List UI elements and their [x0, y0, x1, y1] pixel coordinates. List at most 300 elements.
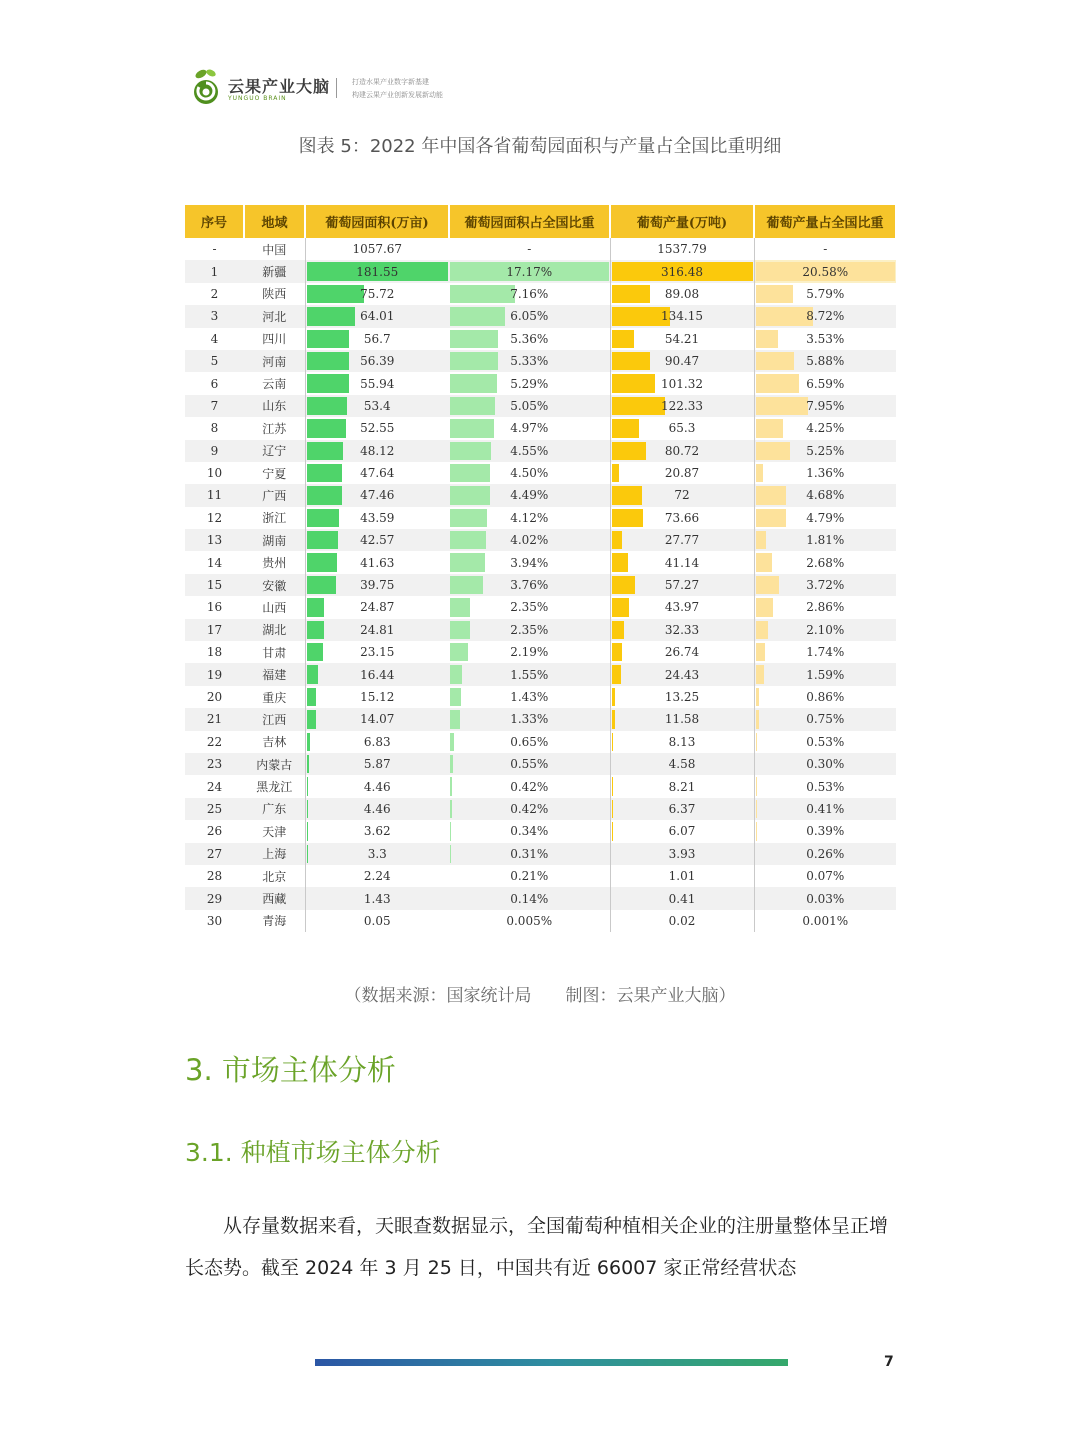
cell-value: 1.59% [806, 667, 845, 682]
cell-value: 西藏 [262, 892, 287, 907]
table-cell [610, 731, 754, 753]
page-number: 7 [884, 1354, 894, 1370]
cell-value: 7.95% [806, 398, 845, 413]
table-cell [244, 283, 305, 305]
data-bar [756, 710, 759, 728]
table-cell [244, 731, 305, 753]
cell-value: 4.55% [510, 443, 549, 458]
cell-value: 宁夏 [262, 466, 287, 481]
cell-value: 0.41 [668, 891, 696, 906]
data-bar [612, 733, 614, 751]
table-cell [185, 574, 244, 596]
table-cell [610, 663, 754, 685]
data-bar [307, 621, 325, 639]
data-bar [756, 665, 765, 683]
table-cell [754, 372, 896, 394]
table-cell [185, 798, 244, 820]
data-bar [756, 285, 794, 303]
table-cell [185, 663, 244, 685]
table-cell [305, 283, 449, 305]
table-cell [449, 596, 610, 618]
table-cell [244, 775, 305, 797]
table-cell [185, 865, 244, 887]
header-divider [336, 78, 337, 98]
cell-value: 0.26% [806, 846, 845, 861]
table-cell [305, 328, 449, 350]
table-cell [754, 440, 896, 462]
data-bar [307, 442, 343, 460]
table-cell [305, 753, 449, 775]
table-cell [244, 417, 305, 439]
data-bar [612, 710, 615, 728]
cell-value: 青海 [262, 914, 287, 929]
table-cell [610, 843, 754, 865]
table-cell [305, 260, 449, 282]
table-cell [244, 843, 305, 865]
table-cell [610, 484, 754, 506]
table-cell [449, 484, 610, 506]
cell-value: 41.63 [360, 555, 395, 570]
cell-value: 广西 [262, 488, 287, 503]
cell-value: 1.01 [668, 869, 696, 884]
cell-value: 0.001% [802, 913, 849, 928]
cell-value: 41.14 [664, 555, 700, 570]
cell-value: 中国 [262, 242, 287, 257]
table-cell [754, 462, 896, 484]
data-bar [307, 509, 339, 527]
table-cell [754, 865, 896, 887]
table-cell [244, 641, 305, 663]
data-bar [612, 598, 630, 616]
table-cell [305, 372, 449, 394]
cell-value: 内蒙古 [256, 757, 293, 772]
data-bar [756, 419, 783, 437]
table-cell [610, 775, 754, 797]
data-bar [756, 800, 757, 818]
data-bar [450, 643, 468, 661]
cell-value: 5.25% [806, 443, 845, 458]
cell-value: 27.77 [664, 533, 700, 548]
cell-value: 7 [210, 398, 219, 413]
data-bar [450, 576, 483, 594]
table-cell [185, 843, 244, 865]
table-cell [610, 395, 754, 417]
cell-value: 重庆 [262, 690, 287, 705]
cell-value: 河北 [262, 309, 287, 324]
data-bar [307, 845, 308, 863]
brand-name: 云果产业大脑 [228, 77, 331, 96]
cell-value: 1537.79 [657, 242, 707, 257]
cell-value: 0.42% [510, 779, 549, 794]
table-cell [449, 238, 610, 260]
table-row [185, 574, 896, 596]
data-bar [612, 576, 636, 594]
table-row [185, 305, 896, 327]
cell-value: 23 [206, 757, 223, 772]
table-cell [185, 417, 244, 439]
cell-value: 6.07 [668, 824, 696, 839]
table-cell [244, 440, 305, 462]
cell-value: 20.87 [664, 466, 700, 481]
data-bar [307, 643, 323, 661]
table-cell [244, 238, 305, 260]
table-row [185, 865, 896, 887]
table-cell [610, 753, 754, 775]
data-bar [450, 777, 452, 795]
cell-value: 13.25 [664, 690, 700, 704]
table-cell [449, 372, 610, 394]
table-cell [185, 350, 244, 372]
table-cell [610, 596, 754, 618]
cell-value: 1.33% [510, 712, 549, 727]
cell-value: 0.42% [510, 801, 549, 816]
cell-value: 辽宁 [262, 444, 287, 459]
table-cell [244, 372, 305, 394]
cell-value: 3.93 [668, 846, 696, 861]
data-bar [756, 397, 809, 415]
source-note: （数据来源：国家统计局 制图：云果产业大脑） [344, 986, 736, 1006]
cell-value: 3.53% [806, 331, 845, 346]
table-cell [305, 305, 449, 327]
table-cell [610, 350, 754, 372]
table-cell [305, 507, 449, 529]
data-bar [307, 665, 318, 683]
cell-value: 9 [210, 443, 219, 458]
cell-value: 0.65% [510, 734, 549, 749]
cell-value: 4.46 [363, 779, 391, 794]
table-cell [185, 708, 244, 730]
table-cell [244, 551, 305, 573]
cell-value: 4 [210, 331, 219, 346]
data-bar [450, 330, 498, 348]
data-bar [612, 531, 623, 549]
table-cell [610, 798, 754, 820]
table-row [185, 731, 896, 753]
table-cell [754, 775, 896, 797]
cell-value: 19 [206, 667, 223, 682]
table-cell [449, 440, 610, 462]
cell-value: 8 [210, 421, 219, 436]
table-cell [185, 731, 244, 753]
table-cell [610, 641, 754, 663]
cell-value: 16.44 [360, 667, 395, 682]
table-cell [244, 753, 305, 775]
table-cell [449, 507, 610, 529]
cell-value: 24.81 [360, 622, 395, 637]
cell-value: 28 [206, 869, 223, 884]
cell-value: 0.55% [510, 757, 549, 772]
cell-value: 43.97 [664, 600, 700, 615]
data-bar [450, 442, 491, 460]
table-cell [244, 260, 305, 282]
cell-value: 20.58% [802, 264, 849, 279]
table-cell [244, 462, 305, 484]
table-cell [244, 305, 305, 327]
table-cell [185, 440, 244, 462]
cell-value: 10 [206, 466, 223, 481]
data-bar [450, 800, 452, 818]
cell-value: 101.32 [661, 376, 703, 391]
table-cell [754, 887, 896, 909]
data-bar [612, 419, 640, 437]
cell-value: 2.19% [510, 645, 549, 660]
data-bar [450, 822, 451, 840]
data-bar [450, 374, 497, 392]
table-cell [305, 731, 449, 753]
data-bar [756, 576, 780, 594]
table-cell [610, 238, 754, 260]
table-cell [185, 305, 244, 327]
cell-value: 3.94% [510, 555, 549, 570]
table-cell [244, 574, 305, 596]
table-row [185, 529, 896, 551]
table-cell [185, 395, 244, 417]
cell-value: 5.33% [510, 354, 549, 369]
cell-value: 17 [206, 622, 223, 637]
cell-value: 54.21 [664, 331, 700, 346]
cell-value: 22 [206, 734, 223, 749]
table-cell [185, 686, 244, 708]
cell-value: 47.64 [360, 466, 395, 481]
data-bar [450, 509, 487, 527]
table-row [185, 484, 896, 506]
column-header: 地域 [244, 205, 305, 238]
data-bar [450, 285, 515, 303]
cell-value: 18 [206, 645, 223, 660]
slogan-line-1: 打造水果产业数字新基建 [352, 78, 429, 86]
cell-value: 7.16% [510, 286, 549, 301]
data-bar [756, 374, 799, 392]
table-row [185, 798, 896, 820]
table-cell [305, 887, 449, 909]
cell-value: 43.59 [360, 510, 395, 525]
cell-value: 0.41% [806, 801, 845, 816]
cell-value: 4.46 [363, 801, 391, 816]
cell-value: 2.68% [806, 555, 845, 570]
table-cell [244, 820, 305, 842]
cell-value: 江苏 [262, 421, 287, 436]
cell-value: 0.005% [506, 913, 553, 928]
table-cell [185, 529, 244, 551]
cell-value: 福建 [262, 668, 287, 683]
cell-value: 6.59% [806, 376, 845, 391]
table-cell [610, 887, 754, 909]
cell-value: 1.43 [363, 891, 391, 906]
cell-value: 17.17% [506, 264, 553, 279]
table-cell [185, 238, 244, 260]
table-row [185, 462, 896, 484]
cell-value: 5.79% [806, 286, 845, 301]
table-cell [449, 708, 610, 730]
table-cell [610, 708, 754, 730]
cell-value: 吉林 [262, 735, 287, 750]
cell-value: 181.55 [356, 264, 399, 279]
cell-value: 4.49% [510, 488, 549, 503]
cell-value: 5.05% [510, 398, 549, 413]
table-cell [754, 328, 896, 350]
table-cell [305, 641, 449, 663]
table-cell [610, 529, 754, 551]
cell-value: 3 [210, 309, 219, 324]
data-bar [756, 733, 758, 751]
cell-value: 24 [206, 779, 223, 794]
table-cell [305, 462, 449, 484]
table-header [185, 205, 896, 238]
cell-value: 4.12% [510, 510, 549, 525]
data-bar [307, 419, 347, 437]
cell-value: 0.75% [806, 712, 845, 727]
cell-value: 山西 [262, 600, 287, 615]
cell-value: 89.08 [664, 286, 700, 301]
cell-value: 5.87 [363, 757, 391, 772]
cell-value: 0.53% [806, 779, 845, 794]
table-cell [305, 798, 449, 820]
cell-value: 3.3 [367, 846, 387, 861]
page-header [190, 64, 490, 108]
cell-value: 4.58 [668, 757, 696, 772]
subsection-heading: 3.1. 种植市场主体分析 [185, 1138, 441, 1167]
cell-value: 4.97% [510, 421, 549, 436]
data-bar [756, 553, 772, 571]
table-cell [449, 305, 610, 327]
cell-value: 26.74 [664, 645, 700, 660]
data-bar [307, 397, 347, 415]
data-bar [307, 285, 365, 303]
table-cell [305, 417, 449, 439]
table-cell [449, 395, 610, 417]
figure-title: 图表 5：2022 年中国各省葡萄园面积与产量占全国比重明细 [298, 136, 782, 157]
data-bar [756, 442, 790, 460]
table-row [185, 775, 896, 797]
table-cell [185, 619, 244, 641]
table-cell [449, 753, 610, 775]
data-bar [612, 285, 650, 303]
table-row [185, 372, 896, 394]
table-cell [449, 731, 610, 753]
cell-value: 四川 [262, 332, 287, 347]
data-bar [450, 688, 461, 706]
cell-value: 64.01 [360, 309, 395, 324]
cell-value: 北京 [262, 869, 287, 884]
table-cell [305, 663, 449, 685]
cell-value: 20 [206, 690, 223, 704]
cell-value: 11 [206, 488, 223, 503]
data-bar [450, 845, 451, 863]
table-cell [244, 865, 305, 887]
cell-value: 13 [206, 533, 223, 548]
data-bar [612, 374, 656, 392]
table-cell [185, 753, 244, 775]
table-row [185, 551, 896, 573]
cell-value: 90.47 [664, 354, 700, 369]
table-cell [244, 507, 305, 529]
cell-value: 134.15 [661, 309, 703, 324]
table-row [185, 663, 896, 685]
table-row [185, 440, 896, 462]
cell-value: 56.7 [363, 331, 391, 346]
data-bar [450, 307, 505, 325]
cell-value: 21 [206, 712, 223, 727]
cell-value: 1.36% [806, 466, 845, 481]
cell-value: 3.76% [510, 578, 549, 593]
cell-value: 2.35% [510, 600, 549, 615]
data-bar [450, 464, 490, 482]
table-cell [754, 551, 896, 573]
table-cell [610, 686, 754, 708]
table-cell [449, 775, 610, 797]
data-bar [756, 531, 766, 549]
cell-value: 122.33 [661, 398, 703, 413]
cell-value: 4.25% [806, 421, 845, 436]
table-cell [610, 551, 754, 573]
data-bar [450, 598, 470, 616]
cell-value: 316.48 [661, 264, 703, 279]
data-bar [756, 621, 768, 639]
cell-value: 0.21% [510, 869, 549, 884]
table-cell [754, 708, 896, 730]
table-row [185, 260, 896, 282]
column-header: 葡萄园面积(万亩) [305, 205, 449, 238]
cell-value: 江西 [262, 712, 287, 727]
section-heading: 3. 市场主体分析 [185, 1053, 396, 1087]
table-cell [305, 529, 449, 551]
table-cell [754, 484, 896, 506]
table-cell [754, 395, 896, 417]
data-bar [307, 576, 336, 594]
cell-value: 1.74% [806, 645, 845, 660]
cell-value: 广东 [262, 802, 287, 817]
table-cell [610, 372, 754, 394]
table-cell [754, 641, 896, 663]
data-bar [756, 822, 757, 840]
data-bar [307, 352, 350, 370]
table-cell [305, 350, 449, 372]
table-cell [185, 551, 244, 573]
cell-value: 4.02% [510, 533, 549, 548]
table-cell [754, 350, 896, 372]
table-row [185, 843, 896, 865]
table-row [185, 619, 896, 641]
table-cell [185, 641, 244, 663]
table-cell [244, 619, 305, 641]
cell-value: 48.12 [360, 443, 395, 458]
table-row [185, 887, 896, 909]
data-bar [612, 553, 629, 571]
table-cell [754, 305, 896, 327]
table-cell [305, 820, 449, 842]
slogan-line-2: 构建云果产业创新发展新动能 [352, 91, 443, 99]
table-cell [754, 238, 896, 260]
cell-value: 0.30% [806, 757, 845, 772]
table-cell [305, 395, 449, 417]
table-row [185, 686, 896, 708]
table-cell [244, 663, 305, 685]
cell-value: 3.72% [806, 578, 845, 593]
table-cell [449, 283, 610, 305]
table-cell [185, 887, 244, 909]
table-cell [305, 843, 449, 865]
table-cell [244, 798, 305, 820]
cell-value: 5.88% [806, 354, 845, 369]
data-bar [612, 665, 621, 683]
column-header: 葡萄产量(万吨) [610, 205, 754, 238]
cell-value: 11.58 [664, 712, 700, 727]
data-bar [612, 509, 643, 527]
cell-value: 24.43 [664, 667, 700, 682]
table-body [185, 238, 896, 932]
table-cell [305, 484, 449, 506]
table-cell [449, 843, 610, 865]
